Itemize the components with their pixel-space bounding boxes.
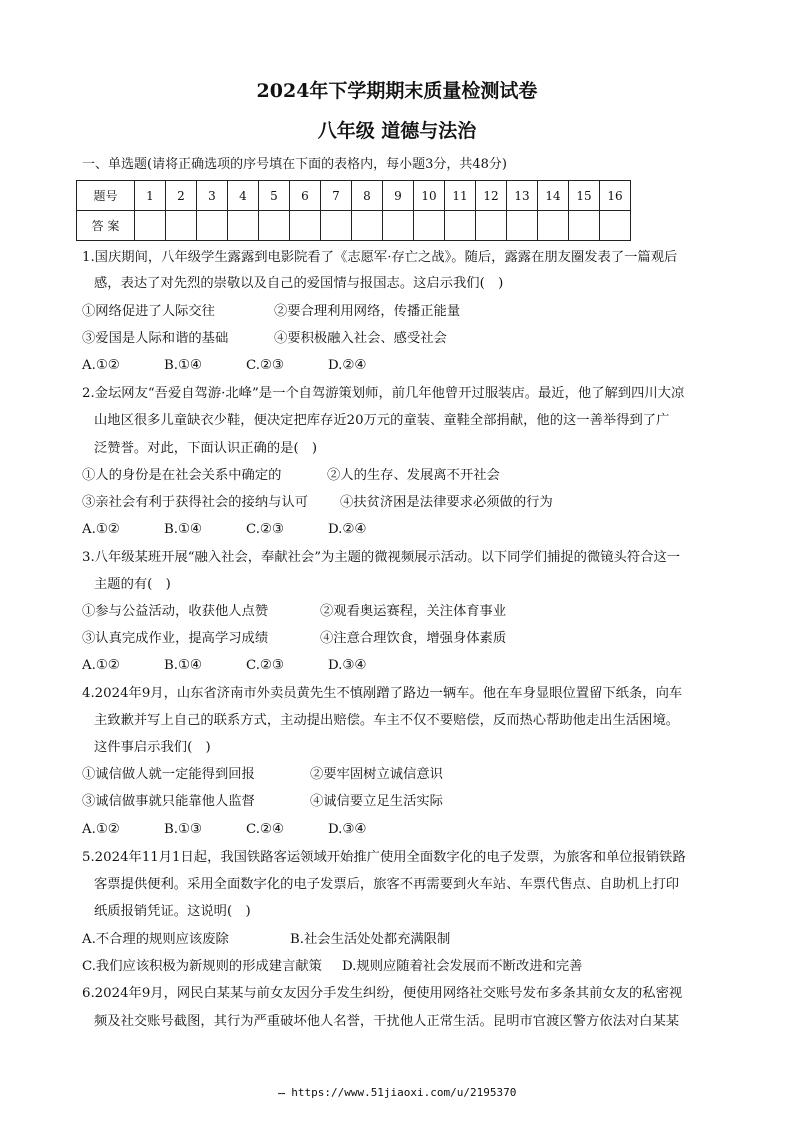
q2-option-c[interactable]: C.②③ (246, 522, 284, 537)
answer-table-row1-label: 题号 (77, 181, 135, 211)
q2-statement-4: ④扶贫济困是法律要求必须做的行为 (340, 495, 553, 510)
answer-cell[interactable] (321, 211, 352, 241)
q4-statements-row1 (82, 765, 782, 785)
answer-table-number-row (77, 181, 631, 211)
q4-statements-row2 (82, 792, 782, 812)
q1-statement-3: ③爱国是人际和谐的基础 (82, 331, 229, 346)
exam-title: 2024年下学期期末质量检测试卷 (256, 80, 538, 102)
answer-table-answer-row (77, 211, 631, 241)
q2-stem-line1: 2.金坛网友“吾爱自驾游·北峰”是一个自驾游策划师，前几年他曾开过服装店。最近，他了解到四川大凉 (82, 386, 685, 401)
answer-cell[interactable] (507, 211, 538, 241)
q5-options-row2 (82, 957, 782, 977)
answer-table-number: 9 (383, 181, 414, 211)
q4-option-a[interactable]: A.①② (82, 822, 120, 837)
q2-stem-line2: 山地区很多儿童缺衣少鞋，便决定把库存近20万元的童装、童鞋全部捐献，他的这一善举得到了广 (94, 413, 670, 428)
q2-option-d[interactable]: D.②④ (328, 522, 367, 537)
answer-table-number: 10 (414, 181, 445, 211)
q3-option-b[interactable]: B.①④ (164, 658, 202, 673)
answer-cell[interactable] (600, 211, 631, 241)
q4-stem-line3: 这件事启示我们( ) (94, 740, 211, 755)
q3-statements-row2 (82, 629, 782, 649)
exam-subtitle: 八年级 道德与法治 (317, 120, 477, 142)
q2-option-b[interactable]: B.①④ (164, 522, 202, 537)
q3-statement-1: ①参与公益活动，收获他人点赞 (82, 604, 269, 619)
answer-table-number: 7 (321, 181, 352, 211)
q2-stem-line3: 泛赞誉。对此，下面认识正确的是( ) (94, 441, 318, 456)
q5-option-c[interactable]: C.我们应该积极为新规则的形成建言献策 (82, 959, 322, 974)
answer-table-number: 16 (600, 181, 631, 211)
answer-cell[interactable] (228, 211, 259, 241)
q6-stem-line1: 6.2024年9月，网民白某某与前女友因分手发生纠纷，便使用网络社交账号发布多条其前女友的私密视 (82, 986, 683, 1001)
answer-cell[interactable] (569, 211, 600, 241)
q5-stem-line2: 客票提供便利。采用全面数字化的电子发票后，旅客不再需要到火车站、车票代售点、自助机上打印 (94, 877, 680, 892)
answer-cell[interactable] (476, 211, 507, 241)
q5-stem-line1: 5.2024年11月1日起，我国铁路客运领域开始推广使用全面数字化的电子发票，为旅客和单位报销铁路 (82, 850, 686, 865)
q1-statement-2: ②要合理利用网络，传播正能量 (274, 304, 461, 319)
q1-stem-line1: 1.国庆期间，八年级学生露露到电影院看了《志愿军·存亡之战》。随后，露露在朋友圈发表了一篇观后 (82, 250, 678, 265)
answer-table-number: 2 (166, 181, 197, 211)
answer-table-number: 14 (538, 181, 569, 211)
answer-cell[interactable] (135, 211, 166, 241)
q4-statement-2: ②要牢固树立诚信意识 (310, 767, 443, 782)
q1-statement-1: ①网络促进了人际交往 (82, 304, 215, 319)
q3-statement-4: ④注意合理饮食，增强身体素质 (320, 631, 507, 646)
answer-table-number: 15 (569, 181, 600, 211)
page-footer (0, 1086, 794, 1099)
q3-option-d[interactable]: D.③④ (328, 658, 367, 673)
q2-statements-row1 (82, 466, 782, 486)
q2-options (82, 520, 782, 540)
q3-stem-line2: 主题的有( ) (94, 577, 171, 592)
q2-option-a[interactable]: A.①② (82, 522, 120, 537)
q4-option-c[interactable]: C.②④ (246, 822, 284, 837)
q3-option-a[interactable]: A.①② (82, 658, 120, 673)
answer-cell[interactable] (259, 211, 290, 241)
q5-options-row1 (82, 930, 782, 950)
q4-options (82, 820, 782, 840)
q4-stem-line2: 主致歉并写上自己的联系方式，主动提出赔偿。车主不仅不要赔偿，反而热心帮助他走出生活困境。 (94, 713, 680, 728)
answer-table-number: 12 (476, 181, 507, 211)
q1-stem-line2: 感，表达了对先烈的崇敬以及自己的爱国情与报国志。这启示我们( ) (94, 276, 504, 291)
q4-statement-1: ①诚信做人就一定能得到回报 (82, 767, 255, 782)
answer-cell[interactable] (352, 211, 383, 241)
answer-table-number: 3 (197, 181, 228, 211)
q4-statement-4: ④诚信要立足生活实际 (310, 794, 443, 809)
q1-option-a[interactable]: A.①② (82, 358, 120, 373)
q4-stem-line1: 4.2024年9月，山东省济南市外卖员黄先生不慎剐蹭了路边一辆车。他在车身显眼位置留下纸条，向车 (82, 686, 683, 701)
q1-statements-row1 (82, 302, 782, 322)
q3-stem-line1: 3.八年级某班开展“融入社会，奉献社会”为主题的微视频展示活动。以下同学们捕捉的微镜头符合这一 (82, 550, 681, 565)
answer-cell[interactable] (197, 211, 228, 241)
q5-option-a[interactable]: A.不合理的规则应该废除 (82, 932, 229, 947)
answer-cell[interactable] (445, 211, 476, 241)
answer-cell[interactable] (166, 211, 197, 241)
answer-table-number: 6 (290, 181, 321, 211)
footer-mark: ꞏꞏꞏꞏꞏꞏ (277, 1090, 285, 1098)
q1-option-c[interactable]: C.②③ (246, 358, 284, 373)
footer-url[interactable]: https://www.51jiaoxi.com/u/2195370 (291, 1086, 517, 1099)
q1-statements-row2 (82, 329, 782, 349)
answer-table-number: 4 (228, 181, 259, 211)
q5-option-d[interactable]: D.规则应随着社会发展而不断改进和完善 (342, 959, 583, 974)
answer-table-number: 11 (445, 181, 476, 211)
q3-option-c[interactable]: C.②③ (246, 658, 284, 673)
answer-cell[interactable] (414, 211, 445, 241)
q3-options (82, 656, 782, 676)
q1-statement-4: ④要积极融入社会、感受社会 (274, 331, 447, 346)
q3-statement-2: ②观看奥运赛程，关注体育事业 (320, 604, 507, 619)
answer-cell[interactable] (538, 211, 569, 241)
q6-stem-line2: 频及社交账号截图，其行为严重破坏他人名誉，干扰他人正常生活。昆明市官渡区警方依法对白某某 (94, 1014, 680, 1029)
q5-option-b[interactable]: B.社会生活处处都充满限制 (290, 932, 451, 947)
q2-statement-1: ①人的身份是在社会关系中确定的 (82, 468, 282, 483)
q1-options (82, 356, 782, 376)
answer-cell[interactable] (383, 211, 414, 241)
q2-statement-3: ③亲社会有利于获得社会的接纳与认可 (82, 495, 309, 510)
answer-table-number: 8 (352, 181, 383, 211)
q4-option-b[interactable]: B.①③ (164, 822, 202, 837)
q1-option-d[interactable]: D.②④ (328, 358, 367, 373)
answer-table-number: 13 (507, 181, 538, 211)
q1-option-b[interactable]: B.①④ (164, 358, 202, 373)
section-heading: 一、单选题(请将正确选项的序号填在下面的表格内，每小题3分，共48分) (82, 157, 507, 172)
q2-statement-2: ②人的生存、发展离不开社会 (327, 468, 500, 483)
q4-option-d[interactable]: D.③④ (328, 822, 367, 837)
answer-table-number: 1 (135, 181, 166, 211)
answer-table (76, 180, 631, 241)
answer-table-row2-label: 答 案 (77, 211, 135, 241)
answer-cell[interactable] (290, 211, 321, 241)
q2-statements-row2 (82, 493, 782, 513)
q5-stem-line3: 纸质报销凭证。这说明( ) (94, 904, 251, 919)
q3-statements-row1 (82, 602, 782, 622)
q4-statement-3: ③诚信做事就只能靠他人监督 (82, 794, 255, 809)
answer-table-number: 5 (259, 181, 290, 211)
q3-statement-3: ③认真完成作业，提高学习成绩 (82, 631, 269, 646)
